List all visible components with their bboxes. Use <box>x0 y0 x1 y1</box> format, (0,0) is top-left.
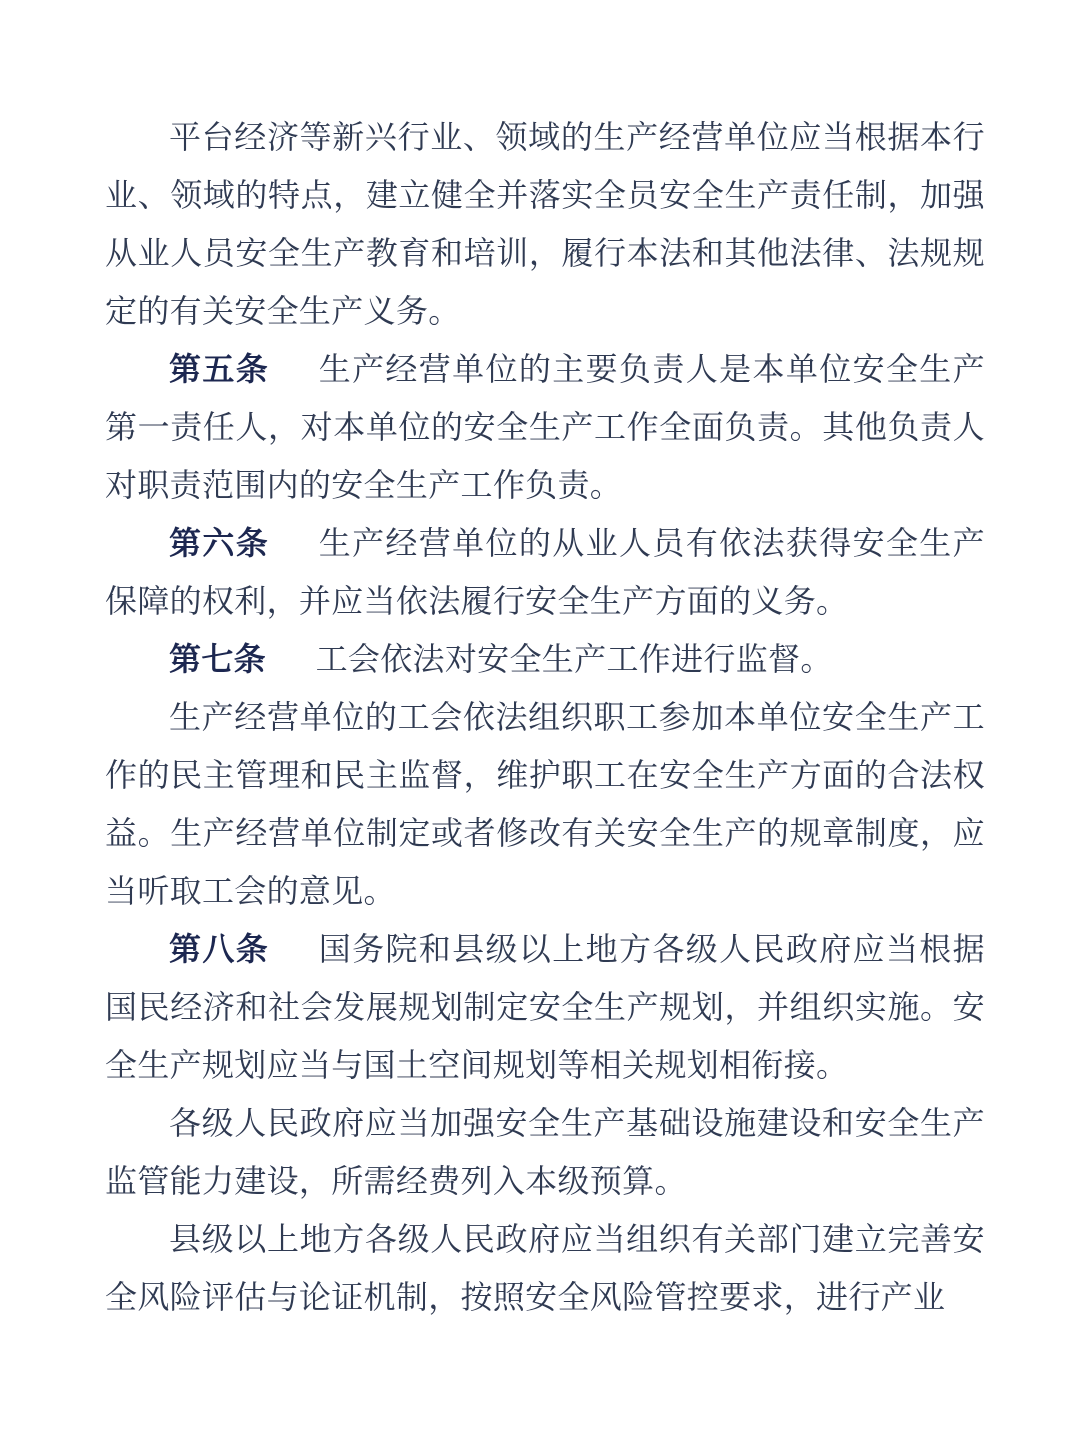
paragraph-text: 县级以上地方各级人民政府应当组织有关部门建立完善安全风险评估与论证机制，按照安全风险管控要求，进行产业 <box>105 1221 985 1315</box>
paragraph-article-6 <box>105 514 985 630</box>
paragraph-article-8 <box>105 920 985 1094</box>
paragraph-text: 生产经营单位的从业人员有依法获得安全生产保障的权利，并应当依法履行安全生产方面的义务。 <box>105 525 985 619</box>
paragraph-article-5 <box>105 340 985 514</box>
article-number: 第七条 <box>169 641 266 677</box>
paragraph-text: 各级人民政府应当加强安全生产基础设施建设和安全生产监管能力建设，所需经费列入本级预算。 <box>105 1105 985 1199</box>
paragraph-text: 生产经营单位的工会依法组织职工参加本单位安全生产工作的民主管理和民主监督，维护职工在安全生产方面的合法权益。生产经营单位制定或者修改有关安全生产的规章制度，应当听取工会的意见。 <box>105 699 985 909</box>
paragraph <box>105 1094 985 1210</box>
article-number: 第五条 <box>169 351 270 387</box>
paragraph-text: 平台经济等新兴行业、领域的生产经营单位应当根据本行业、领域的特点，建立健全并落实全员安全生产责任制，加强从业人员安全生产教育和培训，履行本法和其他法律、法规规定的有关安全生产义务。 <box>105 119 985 329</box>
paragraph <box>105 688 985 920</box>
paragraph-text: 国务院和县级以上地方各级人民政府应当根据国民经济和社会发展规划制定安全生产规划，并组织实施。安全生产规划应当与国土空间规划等相关规划相衔接。 <box>105 931 985 1083</box>
paragraph-text: 工会依法对安全生产工作进行监督。 <box>315 641 833 677</box>
document-body <box>105 108 985 1326</box>
paragraph-article-7 <box>105 630 985 688</box>
article-number: 第六条 <box>169 525 270 561</box>
paragraph <box>105 108 985 340</box>
article-number: 第八条 <box>169 931 270 967</box>
paragraph-text: 生产经营单位的主要负责人是本单位安全生产第一责任人，对本单位的安全生产工作全面负责。其他负责人对职责范围内的安全生产工作负责。 <box>105 351 985 503</box>
paragraph <box>105 1210 985 1326</box>
